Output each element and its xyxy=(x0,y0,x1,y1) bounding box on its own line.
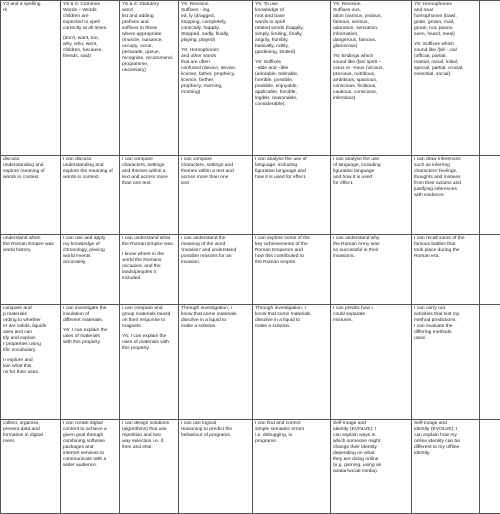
cell-line: explore the meaning of xyxy=(63,169,117,175)
cell-line: words in context. xyxy=(3,175,58,181)
cell-line: I can predict how I xyxy=(333,306,409,312)
cell-line: identity (EVOLVE): I xyxy=(333,427,409,433)
cell-line: why, who, went, xyxy=(63,42,117,48)
cell-line: that are often xyxy=(181,60,250,66)
cell-line: Y6: I can explain the xyxy=(63,328,117,334)
cell-line: 'invasion' and understand xyxy=(181,248,250,254)
cell-line: famous battles that xyxy=(414,242,477,248)
table-cell xyxy=(61,420,120,514)
cell-line: I can use and apply xyxy=(63,236,117,242)
cell-line: license, father, prophecy, xyxy=(181,72,250,78)
cell-line: identity. xyxy=(414,451,477,457)
cell-line: with evidence. xyxy=(414,193,477,199)
cell-line: legible, reasonable, xyxy=(255,96,328,102)
cell-line: occupied, and the xyxy=(122,264,176,270)
cell-line: depending on what xyxy=(333,451,409,457)
cell-line: Y6: Homophones xyxy=(181,48,250,54)
cell-line: I can understand what xyxy=(122,236,176,242)
cell-line: ment. xyxy=(3,439,58,445)
cell-line: insulation of xyxy=(63,312,117,318)
cell-line: language, including xyxy=(255,163,328,169)
cell-line: infectious) xyxy=(333,96,409,102)
cell-line: avatar/social media). xyxy=(333,469,409,475)
cell-line: world history. xyxy=(3,248,58,254)
table-cell xyxy=(480,420,500,514)
cell-line: special, partial, crucial, xyxy=(414,66,477,72)
table-cell xyxy=(61,1,120,156)
cell-line: Y5 & 6: Statutory xyxy=(122,2,176,8)
cell-line: recognise, recommend, xyxy=(122,56,176,62)
table-row xyxy=(1,305,500,420)
cell-line: ambitious, spacious, xyxy=(333,78,409,84)
cell-line: identity (EVOLVE): I xyxy=(414,427,477,433)
cell-line: (e.g. gaming, using an xyxy=(333,463,409,469)
cell-line: content to achieve a xyxy=(63,427,117,433)
cell-line: basically, nobly, xyxy=(255,44,328,50)
cell-line: programme, xyxy=(122,62,176,68)
cell-line: and themes within a xyxy=(122,169,176,175)
cell-line: characters, settings xyxy=(122,163,176,169)
cell-line: programs. xyxy=(255,439,328,445)
cell-line: the Roman Empire was xyxy=(3,242,58,248)
cell-line: differing methods xyxy=(414,330,477,336)
cell-line: key achievements of the xyxy=(255,242,328,248)
cell-line: tific vocabulary. xyxy=(3,348,58,354)
table-cell xyxy=(120,420,179,514)
cell-line: p materials xyxy=(3,312,58,318)
cell-line: uses of materials xyxy=(63,334,117,340)
cell-line: and other words xyxy=(181,54,250,60)
table-cell xyxy=(179,156,253,235)
table-cell xyxy=(480,235,500,305)
cell-line: figurative language and xyxy=(255,169,328,175)
cell-line: possible reasons for an xyxy=(181,254,250,260)
cell-line: Y3 and 4 spelling xyxy=(3,2,58,8)
cell-line: considerable). xyxy=(255,102,328,108)
cell-line: I can understand the xyxy=(181,236,250,242)
cell-line: simply, limiting, finally, xyxy=(255,32,328,38)
table-cell xyxy=(61,305,120,420)
cell-line: different to my offline xyxy=(414,445,477,451)
cell-line: wider audience. xyxy=(63,463,117,469)
cell-line: Suffixes ous, xyxy=(333,8,409,14)
table-cell xyxy=(120,305,179,420)
cell-line: such as inferring xyxy=(414,163,477,169)
cell-line: with this property. xyxy=(63,340,117,346)
cell-line: make a solution. xyxy=(181,324,250,330)
cell-line: present data and xyxy=(3,427,58,433)
cell-line: combining software xyxy=(63,439,117,445)
cell-line: from their actions and xyxy=(414,181,477,187)
cell-line: understanding and xyxy=(63,163,117,169)
table-cell xyxy=(1,1,61,156)
cell-line: change their identity xyxy=(333,445,409,451)
cell-line: martial, racial, initial, xyxy=(414,60,477,66)
cell-line: where appropriate xyxy=(122,32,176,38)
table-cell xyxy=(331,156,412,235)
cell-line: adoration, sensation, xyxy=(333,26,409,32)
cell-line: ases and can xyxy=(3,330,58,336)
cell-line: er are solids, liquids xyxy=(3,324,58,330)
cell-line: horrible, possible, xyxy=(255,78,328,84)
cell-line: essential, social). xyxy=(414,72,477,78)
cell-line: thoughts and motives xyxy=(414,175,477,181)
cell-line: licence, farther, xyxy=(181,78,250,84)
cell-line: invasions. xyxy=(333,254,409,260)
cell-line: understand when xyxy=(3,236,58,242)
cell-line: Y6: Suffixes xyxy=(255,60,328,66)
table-cell xyxy=(179,305,253,420)
cell-line: lands/peoples it xyxy=(122,270,176,276)
cell-line: packages and xyxy=(63,445,117,451)
cell-line: I can compare xyxy=(122,157,176,163)
cell-line: the Roman Empire was. xyxy=(122,242,176,248)
cell-line: grate, grown, mail, xyxy=(414,20,477,26)
table-cell xyxy=(331,1,412,156)
cell-line: and how it is used xyxy=(333,175,409,181)
table-cell xyxy=(331,235,412,305)
table-cell xyxy=(1,420,61,514)
cell-line: they are doing online xyxy=(333,457,409,463)
cell-line: Self-image and xyxy=(414,421,477,427)
cell-line: and near xyxy=(414,8,477,14)
cell-line: dangerous, famous, xyxy=(333,38,409,44)
cell-line: I can evaluate the xyxy=(414,324,477,330)
cell-line: root and base xyxy=(255,14,328,20)
cell-line: this property. xyxy=(122,346,176,352)
cell-line: world events xyxy=(63,254,117,260)
cell-line: online identity can be xyxy=(414,439,477,445)
cell-line: persuade, queue, xyxy=(122,50,176,56)
cell-line: sound like /ʃəl/ - cial xyxy=(414,48,477,54)
cell-line: I can explore some of the xyxy=(255,236,328,242)
cell-line: Y6: I can explain the xyxy=(122,334,176,340)
cell-line: activities that test my xyxy=(414,312,477,318)
cell-line: applicable, forcible, xyxy=(255,90,328,96)
cell-line: confused (device, devise, xyxy=(181,66,250,72)
cell-line: accurately. xyxy=(63,260,117,266)
table-cell xyxy=(1,156,61,235)
cell-line: (official, partial, xyxy=(414,54,477,60)
cell-line: (don't, want, too, xyxy=(63,36,117,42)
cell-line: formation in digital xyxy=(3,433,58,439)
table-cell xyxy=(253,235,331,305)
cell-line: text xyxy=(181,181,250,187)
cell-line: can explain ways in xyxy=(333,433,409,439)
cell-line: behaviour of programs. xyxy=(181,433,250,439)
cell-line: gardening, limited) xyxy=(255,50,328,56)
table-row xyxy=(1,1,500,156)
cell-line: cautious, conscious, xyxy=(333,90,409,96)
cell-line: occupy, occur, xyxy=(122,44,176,50)
cell-line: Suffixes - ing, xyxy=(181,8,250,14)
table-cell xyxy=(412,305,480,420)
table-row xyxy=(1,235,500,305)
cell-line: repetition and two- xyxy=(122,433,176,439)
cell-line: stopping, completely, xyxy=(181,20,250,26)
cell-line: children are xyxy=(63,14,117,20)
cell-line: tify and explain xyxy=(3,336,58,342)
cell-line: Through investigation, I xyxy=(255,306,328,312)
cell-line: Y5: Revision xyxy=(181,2,250,8)
cell-line: mixtures. xyxy=(333,318,409,324)
cell-line: expected to spell xyxy=(63,20,117,26)
cell-line: angrily, humbly, xyxy=(255,38,328,44)
table-cell xyxy=(120,235,179,305)
cell-line: ed, ly (dragged, xyxy=(181,14,250,20)
table-cell xyxy=(480,1,500,156)
cell-line: Words – Words xyxy=(63,8,117,14)
cell-line: Roman era. xyxy=(414,254,477,260)
cell-line: (adorable, tolerable, xyxy=(255,72,328,78)
cell-line: took place during the xyxy=(414,248,477,254)
cell-line: the Roman empire. xyxy=(255,260,328,266)
cell-line: ation (various, jealous, xyxy=(333,14,409,20)
cell-line: for effect. xyxy=(333,181,409,187)
cell-line: possible, enjoyable, xyxy=(255,84,328,90)
cell-line: I can understand why xyxy=(333,236,409,242)
cell-line: Roman Emperors and xyxy=(255,248,328,254)
cell-line: make a solution. xyxy=(255,324,328,330)
cell-line: groan, not, peace, xyxy=(414,26,477,32)
cell-line: justifying inferences xyxy=(414,187,477,193)
cell-line: I can find and correct xyxy=(255,421,328,427)
cell-line: morning) xyxy=(181,90,250,96)
table-cell xyxy=(179,1,253,156)
table-body xyxy=(1,1,500,514)
cell-line: n explore and xyxy=(3,358,58,364)
cell-line: explore meaning of xyxy=(3,169,58,175)
cell-line: across more than one xyxy=(181,175,250,181)
cell-line: words in context. xyxy=(63,175,117,181)
cell-line: different materials. xyxy=(63,318,117,324)
cell-line: I can investigate the xyxy=(63,306,117,312)
cell-line: related words (happily, xyxy=(255,26,328,32)
table-cell xyxy=(331,305,412,420)
cell-line: Self-image and xyxy=(333,421,409,427)
cell-line: Y5: Revision xyxy=(333,2,409,8)
cell-line: I know where in the xyxy=(122,252,176,258)
table-cell xyxy=(480,305,500,420)
cell-line: I can discuss xyxy=(63,157,117,163)
cell-line: list and adding xyxy=(122,14,176,20)
cell-line: I can draw inferences xyxy=(414,157,477,163)
table-cell xyxy=(253,1,331,156)
cell-line: friends, said) xyxy=(63,54,117,60)
cell-line: I can create digital xyxy=(63,421,117,427)
cell-line: playing, played) xyxy=(181,38,250,44)
cell-line: prophecy, morning, xyxy=(181,84,250,90)
cell-line: Stopped, sadly, finally, xyxy=(181,32,250,38)
cell-line: I can compare and xyxy=(122,306,176,312)
table-cell xyxy=(61,235,120,305)
cell-line: homophones (bawl, xyxy=(414,14,477,20)
table-cell xyxy=(120,1,179,156)
cell-line: reasoning to predict the xyxy=(181,427,250,433)
cell-line: than one text. xyxy=(122,181,176,187)
cell-line: given goal through xyxy=(63,433,117,439)
cell-line: how this contributed to xyxy=(255,254,328,260)
cell-line: which someone might xyxy=(333,439,409,445)
cell-line: ording to whether xyxy=(3,318,58,324)
cell-line: prefixes and xyxy=(122,20,176,26)
cell-line: correctly at all times. xyxy=(63,26,117,32)
cell-line: I can analyse the use xyxy=(333,157,409,163)
cell-line: know that some materials xyxy=(181,312,250,318)
cell-line: characters, settings and xyxy=(181,163,250,169)
cell-line: (muscle, nuisance, xyxy=(122,38,176,44)
cell-line: I can carry out xyxy=(414,306,477,312)
cell-line: meaning of the word xyxy=(181,242,250,248)
cell-line: collect, organise, xyxy=(3,421,58,427)
cell-line: r properties using xyxy=(3,342,58,348)
cell-line: my knowledge of xyxy=(63,242,117,248)
cell-line: understanding and xyxy=(3,163,58,169)
cell-line: themes within a text and xyxy=(181,169,250,175)
cell-line: Y5: Homophones xyxy=(414,2,477,8)
cell-line: Y6: Suffixes which xyxy=(414,42,477,48)
cell-line: can explain how my xyxy=(414,433,477,439)
cell-line: I can analyse the use of xyxy=(255,157,328,163)
cell-line: conscious, fictitious, xyxy=(333,84,409,90)
cell-line: so successful in their xyxy=(333,248,409,254)
cell-line: Through investigation, I xyxy=(181,306,250,312)
table-cell xyxy=(412,1,480,156)
cell-line: uses of materials with xyxy=(122,340,176,346)
cell-line: world the Romans xyxy=(122,258,176,264)
cell-line: lain what this xyxy=(3,364,58,370)
cell-line: figurative language xyxy=(333,169,409,175)
cell-line: word xyxy=(122,8,176,14)
cell-line: suffixes to these xyxy=(122,26,176,32)
cell-line: ns for their uses. xyxy=(3,370,58,376)
cell-line: chronology, placing xyxy=(63,248,117,254)
table-cell xyxy=(480,156,500,235)
table-cell xyxy=(412,420,480,514)
table-cell xyxy=(412,156,480,235)
cell-line: compare and xyxy=(3,306,58,312)
cell-line: text and across more xyxy=(122,175,176,181)
cell-line: I can recall some of the xyxy=(414,236,477,242)
cell-line: on their response to xyxy=(122,318,176,324)
cell-line: rk xyxy=(3,8,58,14)
cell-line: –able and –ible xyxy=(255,66,328,72)
cell-line: the Roman Army was xyxy=(333,242,409,248)
cell-line: dissolve in a liquid to xyxy=(181,318,250,324)
cell-line: discuss xyxy=(3,157,58,163)
cell-line: cious or –tious (vicious, xyxy=(333,66,409,72)
table-cell xyxy=(331,420,412,514)
table-cell xyxy=(253,305,331,420)
cell-line: group materials based xyxy=(122,312,176,318)
table-cell xyxy=(179,420,253,514)
cell-line: glamorous) xyxy=(333,44,409,50)
cell-line: knowledge of xyxy=(255,8,328,14)
cell-line: necessary) xyxy=(122,68,176,74)
cell-line: children, because, xyxy=(63,48,117,54)
cell-line: how it is used for effect. xyxy=(255,175,328,181)
cell-line: (algorithms) that use xyxy=(122,427,176,433)
cell-line: invasion. xyxy=(181,260,250,266)
cell-line: way selection i.e. if, xyxy=(122,439,176,445)
cell-line: seen, heard, meal) xyxy=(414,32,477,38)
cell-line: included. xyxy=(122,276,176,282)
table-cell xyxy=(1,235,61,305)
cell-line: magnets. xyxy=(122,324,176,330)
cell-line: comically, happily. xyxy=(181,26,250,32)
table-cell xyxy=(1,305,61,420)
cell-line: could separate xyxy=(333,312,409,318)
cell-line: Y6: Endings which xyxy=(333,54,409,60)
cell-line: sound like /ʃəs/ spelt – xyxy=(333,60,409,66)
cell-line: I can use logical xyxy=(181,421,250,427)
table-cell xyxy=(253,156,331,235)
table-row xyxy=(1,156,500,235)
table-cell xyxy=(412,235,480,305)
table-cell xyxy=(120,156,179,235)
cell-line: Y5: To use xyxy=(255,2,328,8)
table-cell xyxy=(253,420,331,514)
cell-line: simple semantic errors xyxy=(255,427,328,433)
cell-line: words to spell xyxy=(255,20,328,26)
cell-line: then and else. xyxy=(122,445,176,451)
cell-line: dissolve in a liquid to xyxy=(255,318,328,324)
cell-line: I can compare xyxy=(181,157,250,163)
cell-line: I can design solutions xyxy=(122,421,176,427)
cell-line: know that some materials xyxy=(255,312,328,318)
table-cell xyxy=(179,235,253,305)
cell-line: communicate with a xyxy=(63,457,117,463)
cell-line: precious, nutritious, xyxy=(333,72,409,78)
cell-line: characters' feelings, xyxy=(414,169,477,175)
cell-line: famous, serious, xyxy=(333,20,409,26)
cell-line: of language, including xyxy=(333,163,409,169)
table-cell xyxy=(61,156,120,235)
cell-line: Y5 & 6: Common xyxy=(63,2,117,8)
cell-line: used. xyxy=(414,336,477,342)
cell-line: method predictions. xyxy=(414,318,477,324)
cell-line: i.e. debugging, in xyxy=(255,433,328,439)
cell-line: information, xyxy=(333,32,409,38)
table-row xyxy=(1,420,500,514)
cell-line: internet services to xyxy=(63,451,117,457)
